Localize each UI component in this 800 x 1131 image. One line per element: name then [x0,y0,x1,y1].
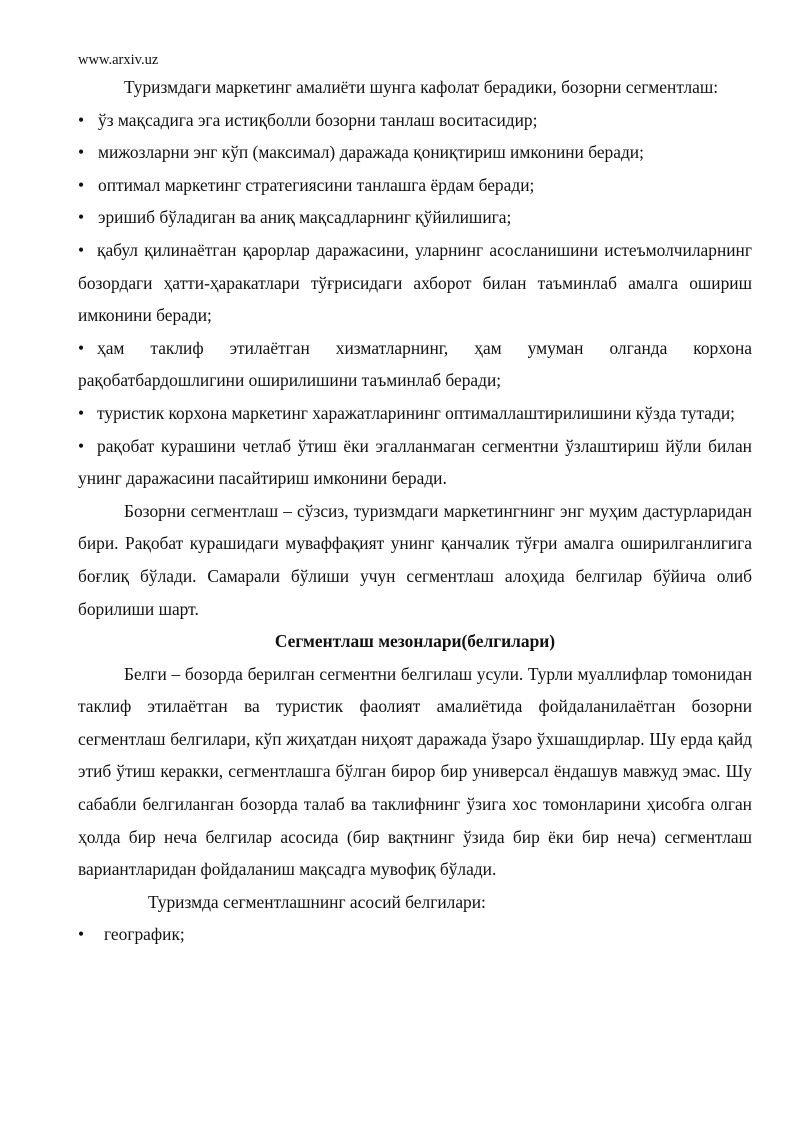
list-item [78,430,752,495]
list-item [78,234,752,332]
section-title: Сегментлаш мезонлари(белгилари) [274,631,556,652]
list-item-text: ҳам таклиф этилаётган хизматларнинг, ҳам умуман олганда корхона рақобатбардошлигини оширилишини таъминлаб беради; [78,337,752,391]
list-item [78,104,752,137]
list-item [78,201,752,234]
list-item [78,136,752,169]
bullet-icon: • [78,924,85,945]
bullet-icon: • [78,142,85,163]
body-paragraph: Бозорни сегментлаш – сўзсиз, туризмдаги маркетингнинг энг муҳим дастурларидан бири. Рақобат курашидаги муваффақият унинг қанчалик тўғри амалга оширилганлигига боғлиқ бўлади. Самарали бўлиши учун сегментлаш алоҳида белгилар бўйича олиб борилиши шарт. [78,500,752,619]
body-paragraph: Белги – бозорда берилган сегментни белгилаш усули. Турли муаллифлар томонидан таклиф этилаётган ва туристик фаолият амалиётида фойдаланилаётган бозорни сегментлаш белгилари, кўп жиҳатдан ниҳоят даражада ўзаро ўхшашдирлар. Шу ерда қайд этиб ўтиш керакки, сегментлашга бўлган бирор бир универсал ёндашув мавжуд эмас. Шу сабабли белгиланган бозорда талаб ва таклифнинг ўзига хос томонларини ҳисобга олган ҳолда бир неча белгилар асосида (бир вақтнинг ўзида бир ёки бир неча) сегментлаш вариантларидан фойдаланиш мақсадга мувофиқ бўлади. [78,663,752,880]
bullet-icon: • [78,207,85,228]
list-item-text: географик; [104,924,185,945]
list-item [78,918,752,951]
document-body [78,71,752,951]
bullet-icon: • [78,109,85,130]
bullet-icon: • [78,174,85,195]
bullet-icon: • [78,435,85,456]
list-item-text: мижозларни энг кўп (максимал) даражада қониқтириш имконини беради; [98,142,644,163]
list-title: Туризмда сегментлашнинг асосий белгилари: [148,891,486,912]
list-item [78,332,752,397]
bullet-icon: • [78,239,85,260]
bullet-icon: • [78,402,85,423]
list-item-text: ўз мақсадига эга истиқболли бозорни танлаш воситасидир; [98,109,538,130]
site-header: www.arxiv.uz [78,52,159,68]
intro-paragraph: Туризмдаги маркетинг амалиёти шунга кафолат берадики, бозорни сегментлаш: [124,77,719,97]
bullet-icon: • [78,337,85,358]
list-item-text: эришиб бўладиган ва аниқ мақсадларнинг қўйилишига; [98,207,512,228]
list-item-text: оптимал маркетинг стратегиясини танлашга ёрдам беради; [98,174,535,195]
list-item-text: туристик корхона маркетинг харажатларининг оптималлаштирилишини кўзда тутади; [97,402,736,423]
list-item-text: қабул қилинаётган қарорлар даражасини, уларнинг асосланишини истеъмолчиларнинг бозордаги ҳатти-ҳаракатлари тўғрисидаги ахборот билан таъминлаб амалга ошириш имконини беради; [78,239,752,326]
list-item [78,169,752,202]
list-item [78,397,752,430]
list-item-text: рақобат курашини четлаб ўтиш ёки эгалланмаган сегментни ўзлаштириш йўли билан унинг даражасини пасайтириш имконини беради. [78,435,752,489]
